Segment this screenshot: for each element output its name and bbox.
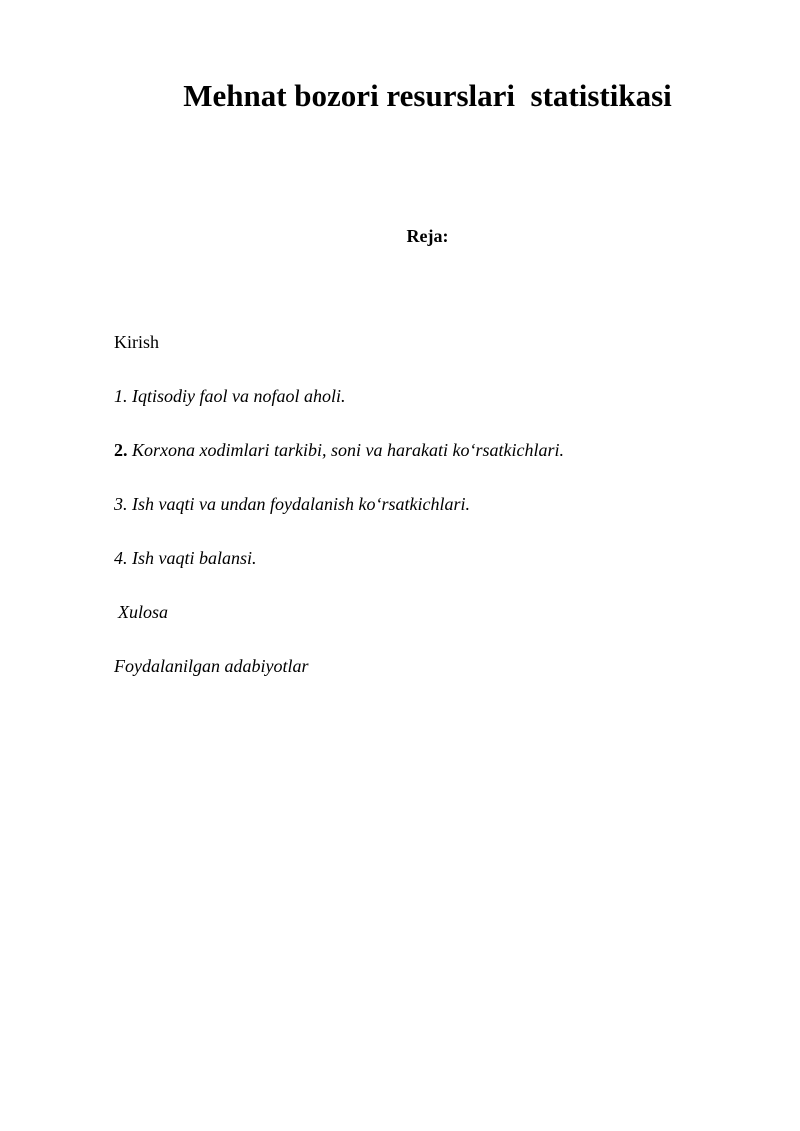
plan-item-2-text: Korxona xodimlari tarkibi, soni va harakati ko‘rsatkichlari. bbox=[132, 440, 564, 460]
plan-item-2 bbox=[114, 438, 564, 462]
document-title: Mehnat bozori resurslari statistikasi bbox=[183, 78, 672, 113]
plan-item-1 bbox=[114, 384, 346, 408]
plan-item-4-number: 4. bbox=[114, 548, 128, 568]
plan-item-4-text: Ish vaqti balansi. bbox=[132, 548, 257, 568]
conclusion-line: Xulosa bbox=[118, 602, 169, 622]
plan-item-1-text: Iqtisodiy faol va nofaol aholi. bbox=[132, 386, 346, 406]
references-line: Foydalanilgan adabiyotlar bbox=[114, 656, 309, 676]
plan-item-1-number: 1. bbox=[114, 386, 128, 406]
plan-item-3-number: 3. bbox=[114, 494, 128, 514]
plan-heading: Reja: bbox=[406, 226, 449, 246]
plan-item-3-text: Ish vaqti va undan foydalanish ko‘rsatkichlari. bbox=[132, 494, 470, 514]
plan-item-3 bbox=[114, 492, 470, 516]
plan-item-4 bbox=[114, 546, 257, 570]
intro-line: Kirish bbox=[114, 332, 159, 352]
plan-item-2-number: 2. bbox=[114, 440, 128, 460]
